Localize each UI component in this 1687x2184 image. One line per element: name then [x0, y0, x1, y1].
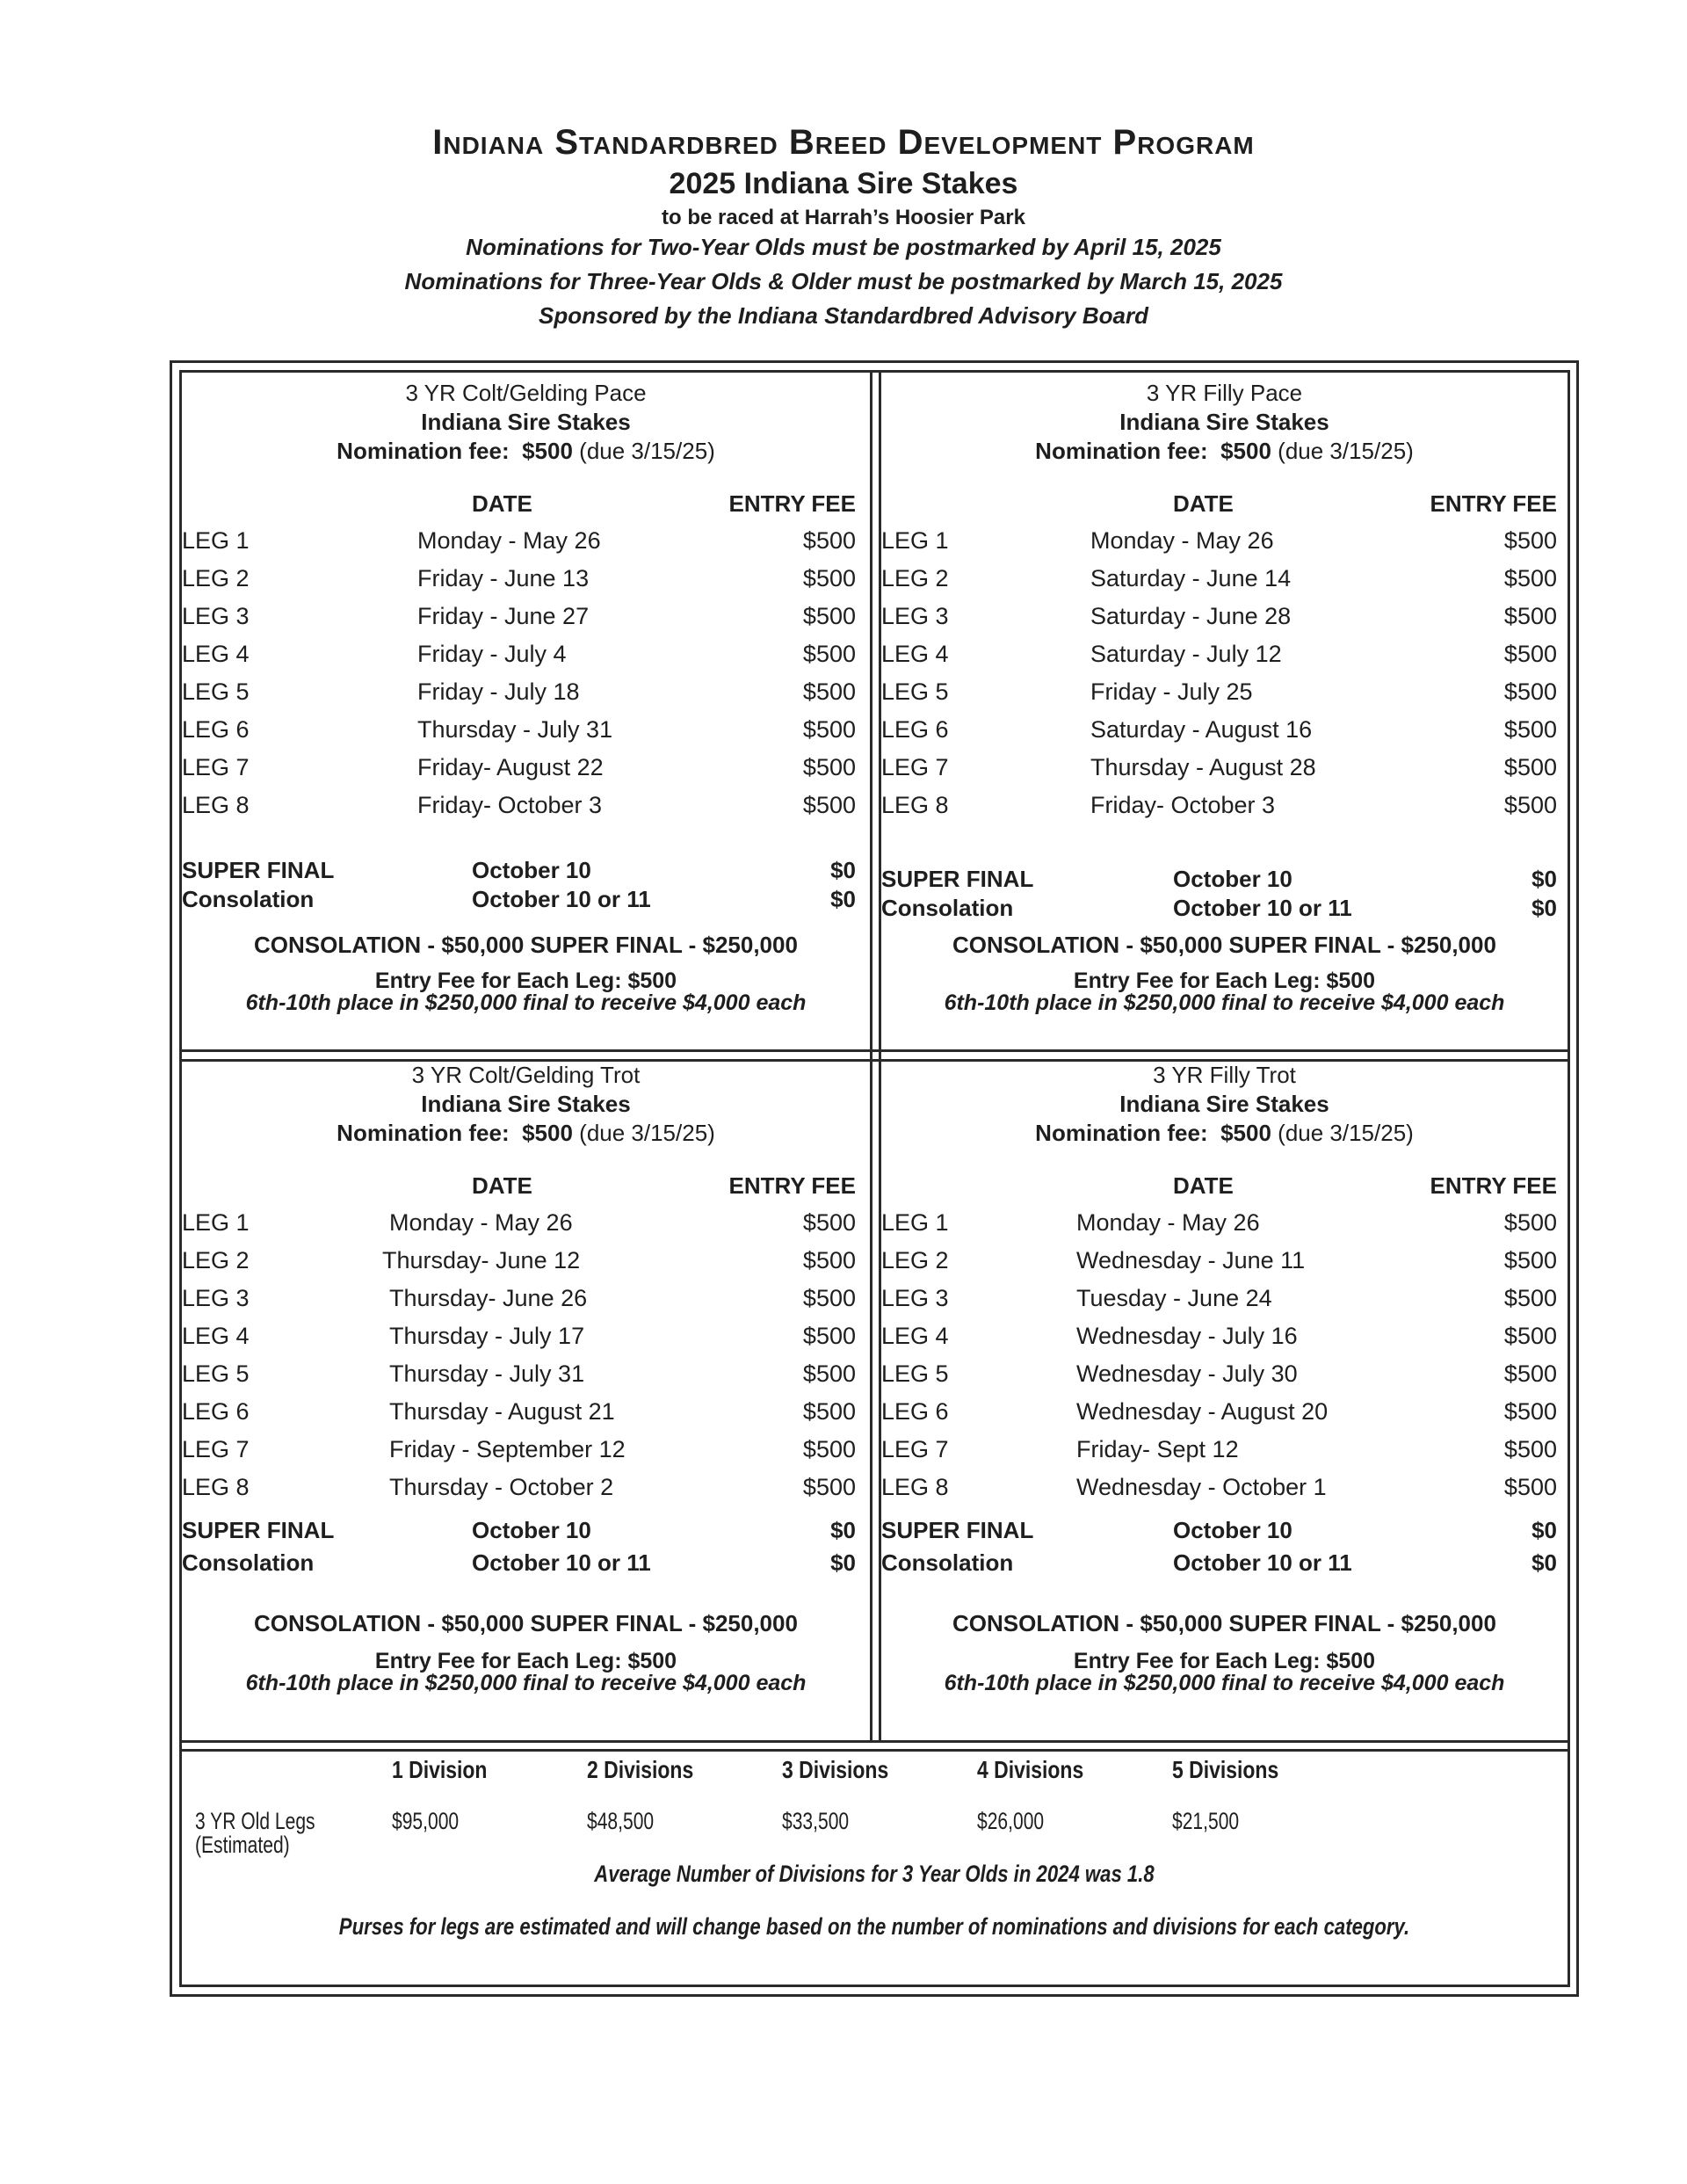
leg-row: LEG 4 Saturday - July 12 $500 — [881, 641, 1557, 667]
leg-row: LEG 8 Friday- October 3 $500 — [881, 792, 1557, 818]
nomination-fee: Nomination fee: $500 (due 3/15/25) — [337, 438, 715, 464]
panel-title: 3 YR Colt/Gelding Trot — [411, 1062, 641, 1088]
place-payout-line: 6th-10th place in $250,000 final to receive $4,000 each — [944, 990, 1505, 1015]
super-final-row: SUPER FINAL October 10 $0 — [182, 857, 856, 883]
leg-row: LEG 5 Wednesday - July 30 $500 — [881, 1360, 1557, 1387]
leg-row: LEG 1 Monday - May 26 $500 — [881, 1209, 1557, 1236]
entry-fee-line: Entry Fee for Each Leg: $500 — [374, 1649, 677, 1673]
division-value: $48,500 — [587, 1808, 655, 1834]
panel-title: 3 YR Filly Pace — [1146, 380, 1303, 406]
panel-filly-pace — [881, 373, 1568, 1049]
deadline-two-year: Nominations for Two-Year Olds must be postmarked by April 15, 2025 — [466, 234, 1221, 260]
sponsor-line: Sponsored by the Indiana Standardbred Advisory Board — [539, 302, 1148, 329]
entry-fee-column-header: ENTRY FEE — [728, 490, 856, 517]
panel-filly-trot — [881, 1062, 1568, 1740]
deadline-three-year: Nominations for Three-Year Olds & Older must be postmarked by March 15, 2025 — [404, 268, 1283, 294]
leg-row: LEG 3 Thursday- June 26 $500 — [182, 1285, 856, 1311]
row-label: 3 YR Old Legs — [195, 1808, 315, 1834]
prize-line: CONSOLATION - $50,000 SUPER FINAL - $250,000 — [254, 1610, 798, 1636]
consolation-row: Consolation October 10 or 11 $0 — [881, 895, 1557, 921]
panel-title: 3 YR Colt/Gelding Pace — [405, 380, 647, 406]
row-label-note: (Estimated) — [195, 1832, 290, 1858]
super-final-row: SUPER FINAL October 10 $0 — [182, 1517, 856, 1543]
entry-fee-line: Entry Fee for Each Leg: $500 — [374, 969, 677, 993]
leg-row: LEG 8 Wednesday - October 1 $500 — [881, 1474, 1557, 1500]
leg-row: LEG 4 Friday - July 4 $500 — [182, 641, 856, 667]
division-value: $33,500 — [782, 1808, 850, 1834]
panel-title: 3 YR Filly Trot — [1153, 1062, 1296, 1088]
leg-row: LEG 2 Friday - June 13 $500 — [182, 565, 856, 591]
panel-series: Indiana Sire Stakes — [421, 409, 631, 435]
nomination-fee: Nomination fee: $500 (due 3/15/25) — [337, 1120, 715, 1146]
division-value: $21,500 — [1172, 1808, 1240, 1834]
prize-line: CONSOLATION - $50,000 SUPER FINAL - $250,000 — [952, 932, 1496, 958]
nomination-fee: Nomination fee: $500 (due 3/15/25) — [1035, 1120, 1414, 1146]
venue-line: to be raced at Harrah’s Hoosier Park — [662, 206, 1025, 229]
date-column-header: DATE — [472, 490, 532, 517]
leg-row: LEG 6 Thursday - August 21 $500 — [182, 1398, 856, 1425]
leg-row: LEG 7 Friday - September 12 $500 — [182, 1436, 856, 1462]
entry-fee-line: Entry Fee for Each Leg: $500 — [1073, 1649, 1376, 1673]
leg-row: LEG 7 Friday- August 22 $500 — [182, 754, 856, 780]
entry-fee-line: Entry Fee for Each Leg: $500 — [1073, 969, 1376, 993]
leg-row: LEG 8 Friday- October 3 $500 — [182, 792, 856, 818]
division-value: $95,000 — [392, 1808, 460, 1834]
entry-fee-column-header: ENTRY FEE — [1430, 490, 1557, 517]
leg-row: LEG 2 Wednesday - June 11 $500 — [881, 1247, 1557, 1273]
leg-row: LEG 1 Monday - May 26 $500 — [881, 527, 1557, 554]
prize-line: CONSOLATION - $50,000 SUPER FINAL - $250,000 — [254, 932, 798, 958]
prize-line: CONSOLATION - $50,000 SUPER FINAL - $250,000 — [952, 1610, 1496, 1636]
division-header: 5 Divisions — [1172, 1756, 1279, 1783]
leg-row: LEG 8 Thursday - October 2 $500 — [182, 1474, 856, 1500]
nomination-fee: Nomination fee: $500 (due 3/15/25) — [1035, 438, 1414, 464]
panel-colt-gelding-trot — [182, 1062, 870, 1740]
document-title: Indiana Standardbred Breed Development Program — [432, 123, 1255, 162]
place-payout-line: 6th-10th place in $250,000 final to receive $4,000 each — [245, 1671, 807, 1695]
leg-row: LEG 3 Tuesday - June 24 $500 — [881, 1285, 1557, 1311]
place-payout-line: 6th-10th place in $250,000 final to receive $4,000 each — [944, 1671, 1505, 1695]
consolation-row: Consolation October 10 or 11 $0 — [182, 1549, 856, 1576]
leg-row: LEG 6 Wednesday - August 20 $500 — [881, 1398, 1557, 1425]
leg-row: LEG 4 Thursday - July 17 $500 — [182, 1323, 856, 1349]
leg-row: LEG 1 Monday - May 26 $500 — [182, 527, 856, 554]
leg-row: LEG 2 Thursday- June 12 $500 — [182, 1247, 856, 1273]
division-header: 3 Divisions — [782, 1756, 889, 1783]
leg-row: LEG 5 Thursday - July 31 $500 — [182, 1360, 856, 1387]
leg-row: LEG 6 Saturday - August 16 $500 — [881, 716, 1557, 743]
place-payout-line: 6th-10th place in $250,000 final to receive $4,000 each — [245, 990, 807, 1015]
division-header: 2 Divisions — [587, 1756, 694, 1783]
date-column-header: DATE — [1173, 1172, 1234, 1199]
panel-series: Indiana Sire Stakes — [1119, 1091, 1329, 1117]
division-header: 1 Division — [392, 1756, 488, 1783]
leg-row: LEG 2 Saturday - June 14 $500 — [881, 565, 1557, 591]
entry-fee-column-header: ENTRY FEE — [1430, 1172, 1557, 1199]
leg-row: LEG 3 Saturday - June 28 $500 — [881, 603, 1557, 629]
date-column-header: DATE — [1173, 490, 1234, 517]
division-value: $26,000 — [977, 1808, 1045, 1834]
average-divisions-note: Average Number of Divisions for 3 Year Olds in 2024 was 1.8 — [594, 1861, 1155, 1887]
leg-row: LEG 6 Thursday - July 31 $500 — [182, 716, 856, 743]
leg-row: LEG 3 Friday - June 27 $500 — [182, 603, 856, 629]
consolation-row: Consolation October 10 or 11 $0 — [881, 1549, 1557, 1576]
leg-row: LEG 1 Monday - May 26 $500 — [182, 1209, 856, 1236]
leg-row: LEG 4 Wednesday - July 16 $500 — [881, 1323, 1557, 1349]
panel-series: Indiana Sire Stakes — [1119, 409, 1329, 435]
leg-row: LEG 5 Friday - July 25 $500 — [881, 678, 1557, 705]
document-subtitle: 2025 Indiana Sire Stakes — [669, 167, 1018, 200]
leg-row: LEG 5 Friday - July 18 $500 — [182, 678, 856, 705]
division-header: 4 Divisions — [977, 1756, 1084, 1783]
date-column-header: DATE — [472, 1172, 532, 1199]
leg-row: LEG 7 Friday- Sept 12 $500 — [881, 1436, 1557, 1462]
leg-row: LEG 7 Thursday - August 28 $500 — [881, 754, 1557, 780]
panel-series: Indiana Sire Stakes — [421, 1091, 631, 1117]
super-final-row: SUPER FINAL October 10 $0 — [881, 866, 1557, 892]
purse-estimate-note: Purses for legs are estimated and will change based on the number of nominations and divisions for each category. — [338, 1913, 1410, 1940]
entry-fee-column-header: ENTRY FEE — [728, 1172, 856, 1199]
super-final-row: SUPER FINAL October 10 $0 — [881, 1517, 1557, 1543]
consolation-row: Consolation October 10 or 11 $0 — [182, 886, 856, 912]
panel-colt-gelding-pace — [182, 373, 870, 1049]
